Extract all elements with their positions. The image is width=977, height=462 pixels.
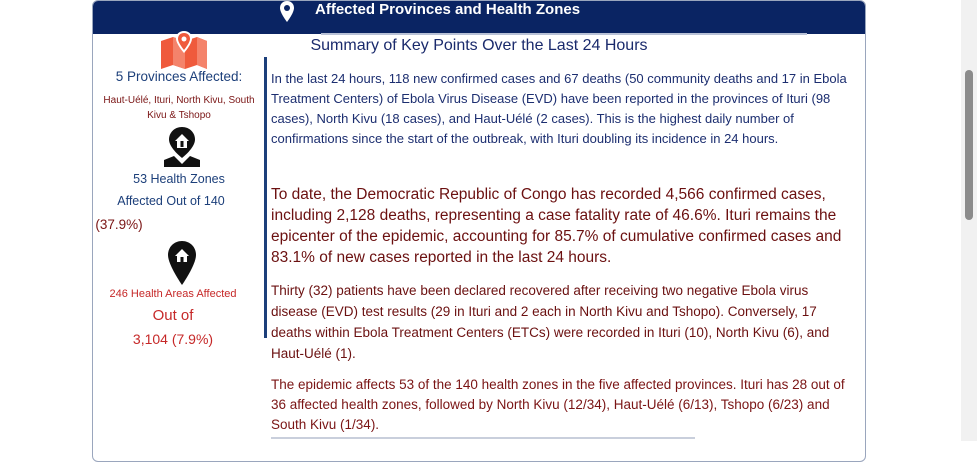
- paragraph-recoveries: Thirty (32) patients have been declared recovered after receiving two negative Ebola virus disease (EVD) test results (29 in Ituri and 2 each in North Kivu and Tshopo). Conversely, 17 deaths within Ebola Treatment Centers (ETCs) were recorded in Ituri (10), North Kivu (6), and Haut-Uélé (1).: [271, 283, 830, 361]
- bottom-divider: [271, 437, 695, 439]
- summary-title: Summary of Key Points Over the Last 24 Hours: [310, 37, 648, 54]
- paragraph-health-zones: The epidemic affects 53 of the 140 health zones in the five affected provinces. Ituri has 28 out of 36 affected health zones, followed by North Kivu (12/34), Haut-Uélé (6/13), Tshopo (6/23) and South Kivu (1/34).: [271, 377, 845, 432]
- health-areas-total: 3,104 (7.9%): [132, 331, 214, 347]
- paragraph-new-cases: In the last 24 hours, 118 new confirmed cases and 67 deaths (50 community deaths and 17 in Ebola Treatment Centers) of Ebola Virus Disease (EVD) have been reported in the provinces of Ituri (98 cases), North Kivu (18 cases), and Haut-Uélé (2 cases). This is the highest daily number of confirmations since the start of the outbreak, with Ituri doubling its incidence in 24 hours.: [271, 71, 847, 146]
- health-zones-out-of: Affected Out of 140: [117, 194, 225, 208]
- provinces-list: Haut-Uélé, Ituri, North Kivu, South Kivu & Tshopo: [103, 95, 255, 121]
- provinces-affected-label: 5 Provinces Affected:: [115, 69, 243, 84]
- health-zone-pin-icon: [161, 126, 203, 168]
- header-divider: [321, 33, 807, 35]
- page-scrollbar[interactable]: [961, 0, 977, 441]
- column-divider: [264, 57, 267, 338]
- map-marker-icon: [159, 29, 209, 71]
- health-zones-percent: (37.9%): [95, 217, 143, 232]
- location-pin-icon: [279, 0, 295, 24]
- health-areas-out-of: Out of: [152, 307, 194, 324]
- report-card: [92, 0, 866, 462]
- health-areas-affected: 246 Health Areas Affected: [109, 288, 237, 300]
- header-title: Affected Provinces and Health Zones: [315, 1, 581, 18]
- health-zones-count: 53 Health Zones: [133, 172, 225, 186]
- home-pin-icon: [167, 240, 197, 286]
- scrollbar-thumb[interactable]: [965, 70, 973, 220]
- paragraph-cumulative: To date, the Democratic Republic of Congo has recorded 4,566 confirmed cases, including 2,128 deaths, representing a case fatality rate of 46.6%. Ituri remains the epicenter of the epidemic, accounting for 85.7% of cumulative confirmed cases and 83.1% of new cases reported in the last 24 hours.: [271, 186, 842, 266]
